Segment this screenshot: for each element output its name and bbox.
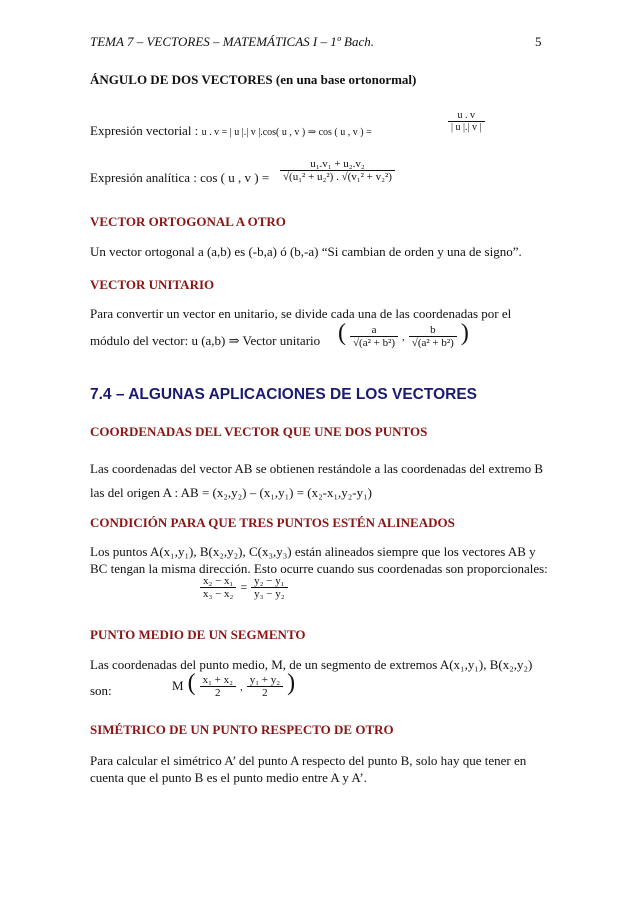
midpoint-line1: Las coordenadas del punto medio, M, de un segmento de extremos A(x₁,y₁), B(x₂,y₂) bbox=[90, 657, 533, 672]
analytic-expression bbox=[90, 169, 269, 186]
midpoint-f1-den: 2 bbox=[200, 686, 236, 699]
heading-angle: ÁNGULO DE DOS VECTORES (en una base ortonormal) bbox=[90, 72, 417, 87]
coord-line1: Las coordenadas del vector AB se obtienen restándole a las coordenadas del extremo B bbox=[90, 461, 544, 476]
aligned-f1-num: x₂ − x₁ bbox=[203, 575, 234, 587]
analytic-label: Expresión analítica : cos ( u , v ) = bbox=[90, 170, 270, 185]
vectorial-fraction-num: u . v bbox=[457, 110, 475, 121]
unit-frac-a-num: a bbox=[371, 323, 377, 336]
coord-line2: las del origen A : AB = (x₂,y₂) – (x₁,y₁) = (x₂-x₁,y₂-y₁) bbox=[90, 485, 372, 500]
unit-vector-expression: ( $\frac{a}{\text{√(a² + b²)}}$ , $\frac{b}{\text{√(a² + b²)}}$ ) bbox=[338, 320, 469, 349]
midpoint-f2-den: 2 bbox=[247, 686, 283, 699]
vectorial-expression bbox=[90, 122, 372, 141]
aligned-line1: Los puntos A(x₁,y₁), B(x₂,y₂), C(x₃,y₃) están alineados siempre que los vectores AB y bbox=[90, 544, 536, 559]
heading-aligned: CONDICIÓN PARA QUE TRES PUNTOS ESTÉN ALINEADOS bbox=[90, 515, 455, 530]
unit-frac-b-num: b bbox=[430, 323, 436, 336]
unit-frac-a-den: √(a² + b²) bbox=[350, 336, 398, 349]
page-number: 5 bbox=[535, 34, 542, 49]
unit-line1: Para convertir un vector en unitario, se divide cada una de las coordenadas por el bbox=[90, 306, 512, 321]
unit-frac-b-den: √(a² + b²) bbox=[409, 336, 457, 349]
midpoint-formula: M ( $\frac{\text{x₁ + x₂}}{2}$ , $\frac{\text{y₁ + y₂}}{2}$ ) bbox=[172, 670, 296, 699]
analytic-fraction-den: √(u₁² + u₂²) . √(v₁² + v₂²) bbox=[280, 170, 395, 183]
midpoint-f2-num: y₁ + y₂ bbox=[249, 673, 281, 686]
midpoint-M: M bbox=[172, 678, 184, 693]
heading-coordinates: COORDENADAS DEL VECTOR QUE UNE DOS PUNTOS bbox=[90, 424, 428, 439]
aligned-equals: = bbox=[240, 580, 248, 595]
analytic-fraction bbox=[280, 158, 395, 183]
analytic-fraction-num: u₁.v₁ + u₂.v₂ bbox=[310, 158, 365, 170]
midpoint-son: son: bbox=[90, 683, 112, 698]
vectorial-formula: u . v = | u |.| v |.cos( u , v ) ⇒ cos ( u , v ) = bbox=[201, 127, 372, 138]
aligned-proportion bbox=[200, 575, 288, 600]
heading-symmetric: SIMÉTRICO DE UN PUNTO RESPECTO DE OTRO bbox=[90, 722, 394, 737]
symmetric-line1: Para calcular el simétrico A’ del punto A respecto del punto B, solo hay que tener en bbox=[90, 753, 527, 768]
midpoint-f1-num: x₁ + x₂ bbox=[202, 673, 233, 686]
vectorial-fraction bbox=[448, 110, 485, 133]
heading-orthogonal: VECTOR ORTOGONAL A OTRO bbox=[90, 214, 286, 229]
aligned-line2: BC tengan la misma dirección. Esto ocurre cuando sus coordenadas son proporcionales: bbox=[90, 561, 548, 576]
heading-74: 7.4 – ALGUNAS APLICACIONES DE LOS VECTORES bbox=[90, 386, 477, 403]
heading-midpoint: PUNTO MEDIO DE UN SEGMENTO bbox=[90, 627, 306, 642]
unit-line2: módulo del vector: u (a,b) ⇒ Vector unitario bbox=[90, 333, 321, 348]
vectorial-fraction-den: | u |.| v | bbox=[448, 121, 485, 133]
orthogonal-text: Un vector ortogonal a (a,b) es (-b,a) ó (b,-a) “Si cambian de orden y una de signo”. bbox=[90, 244, 522, 259]
symmetric-line2: cuenta que el punto B es el punto medio entre A y A’. bbox=[90, 770, 367, 785]
header-title: TEMA 7 – VECTORES – MATEMÁTICAS I – 1º Bach. bbox=[90, 34, 374, 49]
heading-unit-vector: VECTOR UNITARIO bbox=[90, 277, 215, 292]
aligned-f1-den: x₃ − x₂ bbox=[200, 587, 236, 600]
aligned-f2-num: y₂ − y₁ bbox=[254, 575, 285, 587]
vectorial-label: Expresión vectorial : bbox=[90, 123, 199, 138]
aligned-f2-den: y₃ − y₂ bbox=[251, 587, 287, 600]
